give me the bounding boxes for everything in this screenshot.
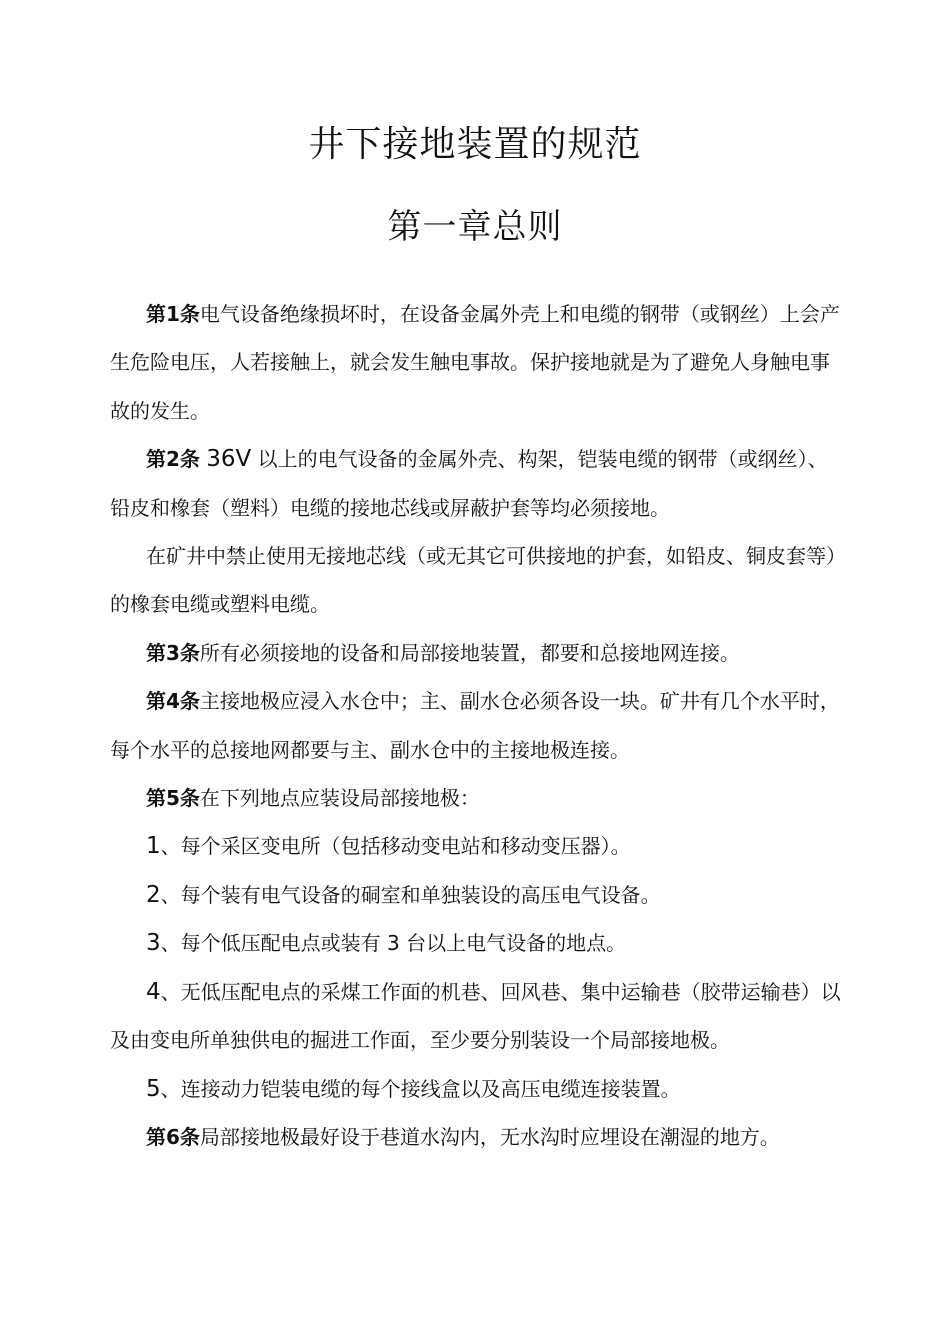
list-number: 5 [146,1075,161,1102]
article-label: 第6条 [146,1124,200,1149]
list-item-3 [110,919,845,967]
article-2-note [110,532,845,629]
article-label: 第4条 [146,689,200,714]
article-5 [110,774,845,822]
article-text: 局部接地极最好设于巷道水沟内，无水沟时应埋设在潮湿的地方。 [199,1124,780,1149]
list-item-2 [110,871,845,919]
article-label: 第2条 [146,447,200,472]
list-item-5 [110,1065,845,1113]
document-body [110,290,845,1161]
article-text: 在下列地点应装设局部接地极： [199,786,480,811]
article-label: 第3条 [146,640,200,665]
list-text: 、连接动力铠装电缆的每个接线盒以及高压电缆连接装置。 [160,1076,681,1101]
list-text: 、每个低压配电点或装有 3 台以上电气设备的地点。 [160,931,627,956]
document-title: 井下接地装置的规范 [308,124,642,165]
article-label: 第1条 [146,302,200,326]
voltage-value: 36V [206,446,252,473]
article-label: 第5条 [146,786,200,811]
list-item-4 [110,968,845,1065]
list-number: 3 [146,930,161,957]
list-text: 、每个采区变电所（包括移动变电站和移动变压器）。 [160,834,631,859]
list-text: 、无低压配电点的采煤工作面的机巷、回风巷、集中运输巷（胶带运输巷）以及由变电所单独供电的掘进工作面，至少要分别装设一个局部接地极。 [110,979,841,1053]
list-item-1 [110,822,845,870]
list-number: 2 [146,881,161,908]
list-number: 4 [146,978,161,1005]
chapter-title: 第一章总则 [387,207,563,247]
article-text: 以上的电气设备的金属外壳、构架，铠装电缆的钢带（或纲丝）、铅皮和橡套（塑料）电缆的接地芯线或屏蔽护套等均必须接地。 [110,447,828,520]
list-text: 、每个装有电气设备的硐室和单独装设的高压电气设备。 [160,882,661,907]
article-1 [110,290,845,435]
article-text: 电气设备绝缘损坏时，在设备金属外壳上和电缆的钢带（或钢丝）上会产生危险电压，人若接触上，就会发生触电事故。保护接地就是为了避免人身触电事故的发生。 [110,302,840,423]
article-text: 主接地极应浸入水仓中；主、副水仓必须各设一块。矿井有几个水平时，每个水平的总接地网都要与主、副水仓中的主接地极连接。 [110,689,840,762]
article-text: 所有必须接地的设备和局部接地装置，都要和总接地网连接。 [199,640,740,665]
list-number: 1 [146,833,161,860]
article-text: 在矿井中禁止使用无接地芯线（或无其它可供接地的护套，如铅皮、铜皮套等）的橡套电缆或塑料电缆。 [110,544,836,617]
article-6 [110,1113,845,1161]
article-2 [110,435,845,532]
article-4 [110,677,845,774]
article-3 [110,629,845,677]
